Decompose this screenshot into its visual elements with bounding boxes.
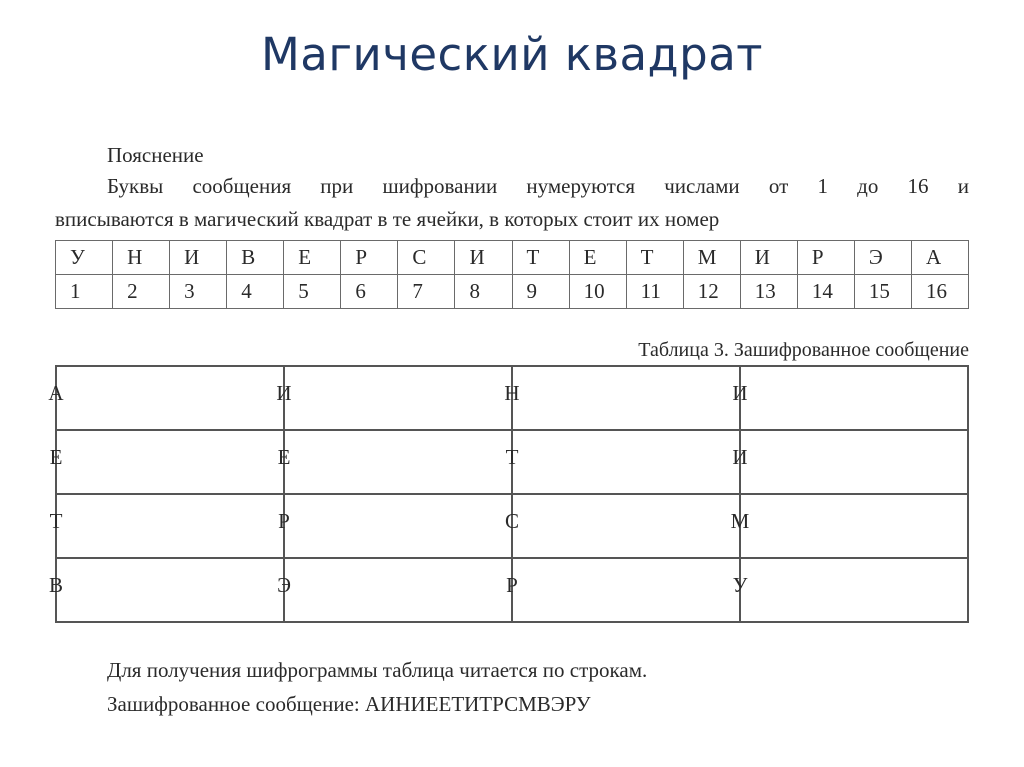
letter-cell: И — [455, 241, 512, 275]
square-cell — [277, 430, 512, 494]
square-cell — [48, 366, 284, 430]
square-cell-text: Р — [506, 573, 518, 597]
number-cell: 1 — [56, 275, 113, 309]
square-cell-text: У — [732, 573, 748, 597]
square-cell — [730, 494, 968, 558]
square-cell — [278, 494, 512, 558]
square-cell — [506, 558, 740, 622]
square-cell-text: И — [276, 381, 292, 405]
number-cell: 14 — [797, 275, 854, 309]
square-cell — [276, 366, 512, 430]
square-cell-text: Е — [277, 445, 291, 469]
square-cell-text: М — [730, 509, 750, 533]
number-cell: 3 — [170, 275, 227, 309]
number-cell: 8 — [455, 275, 512, 309]
letter-cell: Т — [512, 241, 569, 275]
square-cell — [49, 494, 284, 558]
scanned-document — [48, 140, 969, 721]
explanation-paragraph — [55, 170, 969, 236]
square-cell-text: И — [732, 381, 748, 405]
footer-line-1: Для получения шифрограммы таблица читается по строкам. — [107, 658, 648, 682]
square-cell — [732, 430, 968, 494]
footer-line-2: Зашифрованное сообщение: АИНИЕЕТИТРСМВЭРУ — [107, 692, 591, 716]
square-cell — [48, 558, 284, 622]
letter-cell: Э — [854, 241, 911, 275]
letter-cell: С — [398, 241, 455, 275]
letter-cell: Е — [284, 241, 341, 275]
explanation-line-1: Буквы сообщения при шифровании нумеруются числами от 1 до 16 и — [107, 174, 969, 198]
letter-cell: У — [56, 241, 113, 275]
alphabet-table — [55, 240, 969, 309]
explanation-line-2: вписываются в магический квадрат в те ячейки, в которых стоит их номер — [55, 207, 720, 231]
letter-cell: Е — [569, 241, 626, 275]
encrypted-square-table — [48, 365, 969, 623]
letter-cell: И — [740, 241, 797, 275]
number-cell: 2 — [113, 275, 170, 309]
square-row — [56, 430, 968, 494]
square-row — [56, 366, 968, 430]
number-cell: 15 — [854, 275, 911, 309]
square-cell-text: В — [48, 573, 63, 597]
square-cell-text: Н — [504, 381, 520, 405]
square-cell — [504, 494, 740, 558]
square-cell — [505, 430, 740, 494]
square-cell-text: Т — [49, 509, 63, 533]
square-cell — [732, 558, 968, 622]
number-cell: 16 — [911, 275, 968, 309]
number-cell: 4 — [227, 275, 284, 309]
explanation-heading: Пояснение — [107, 143, 204, 167]
number-cell: 10 — [569, 275, 626, 309]
slide-title: Магический квадрат — [260, 28, 764, 81]
table-caption: Таблица 3. Зашифрованное сообщение — [638, 339, 969, 361]
number-cell: 11 — [626, 275, 683, 309]
number-cell: 5 — [284, 275, 341, 309]
letter-cell: Т — [626, 241, 683, 275]
square-cell-text: И — [732, 445, 748, 469]
square-cell-text: Э — [277, 573, 291, 597]
square-cell-text: Е — [49, 445, 63, 469]
square-cell — [49, 430, 284, 494]
square-cell — [732, 366, 968, 430]
square-cell-text: Р — [278, 509, 290, 533]
numbers-row — [56, 275, 969, 309]
letters-row — [56, 241, 969, 275]
letter-cell: Р — [797, 241, 854, 275]
number-cell: 7 — [398, 275, 455, 309]
letter-cell: М — [683, 241, 740, 275]
square-row — [56, 494, 968, 558]
square-cell — [277, 558, 512, 622]
letter-cell: А — [911, 241, 968, 275]
number-cell: 12 — [683, 275, 740, 309]
square-cell-text: С — [504, 509, 519, 533]
square-cell — [504, 366, 740, 430]
letter-cell: Н — [113, 241, 170, 275]
footer-text — [107, 653, 969, 721]
square-row — [56, 558, 968, 622]
letter-cell: Р — [341, 241, 398, 275]
number-cell: 6 — [341, 275, 398, 309]
square-cell-text: А — [48, 381, 64, 405]
letter-cell: В — [227, 241, 284, 275]
letter-cell: И — [170, 241, 227, 275]
number-cell: 13 — [740, 275, 797, 309]
square-cell-text: Т — [505, 445, 519, 469]
number-cell: 9 — [512, 275, 569, 309]
